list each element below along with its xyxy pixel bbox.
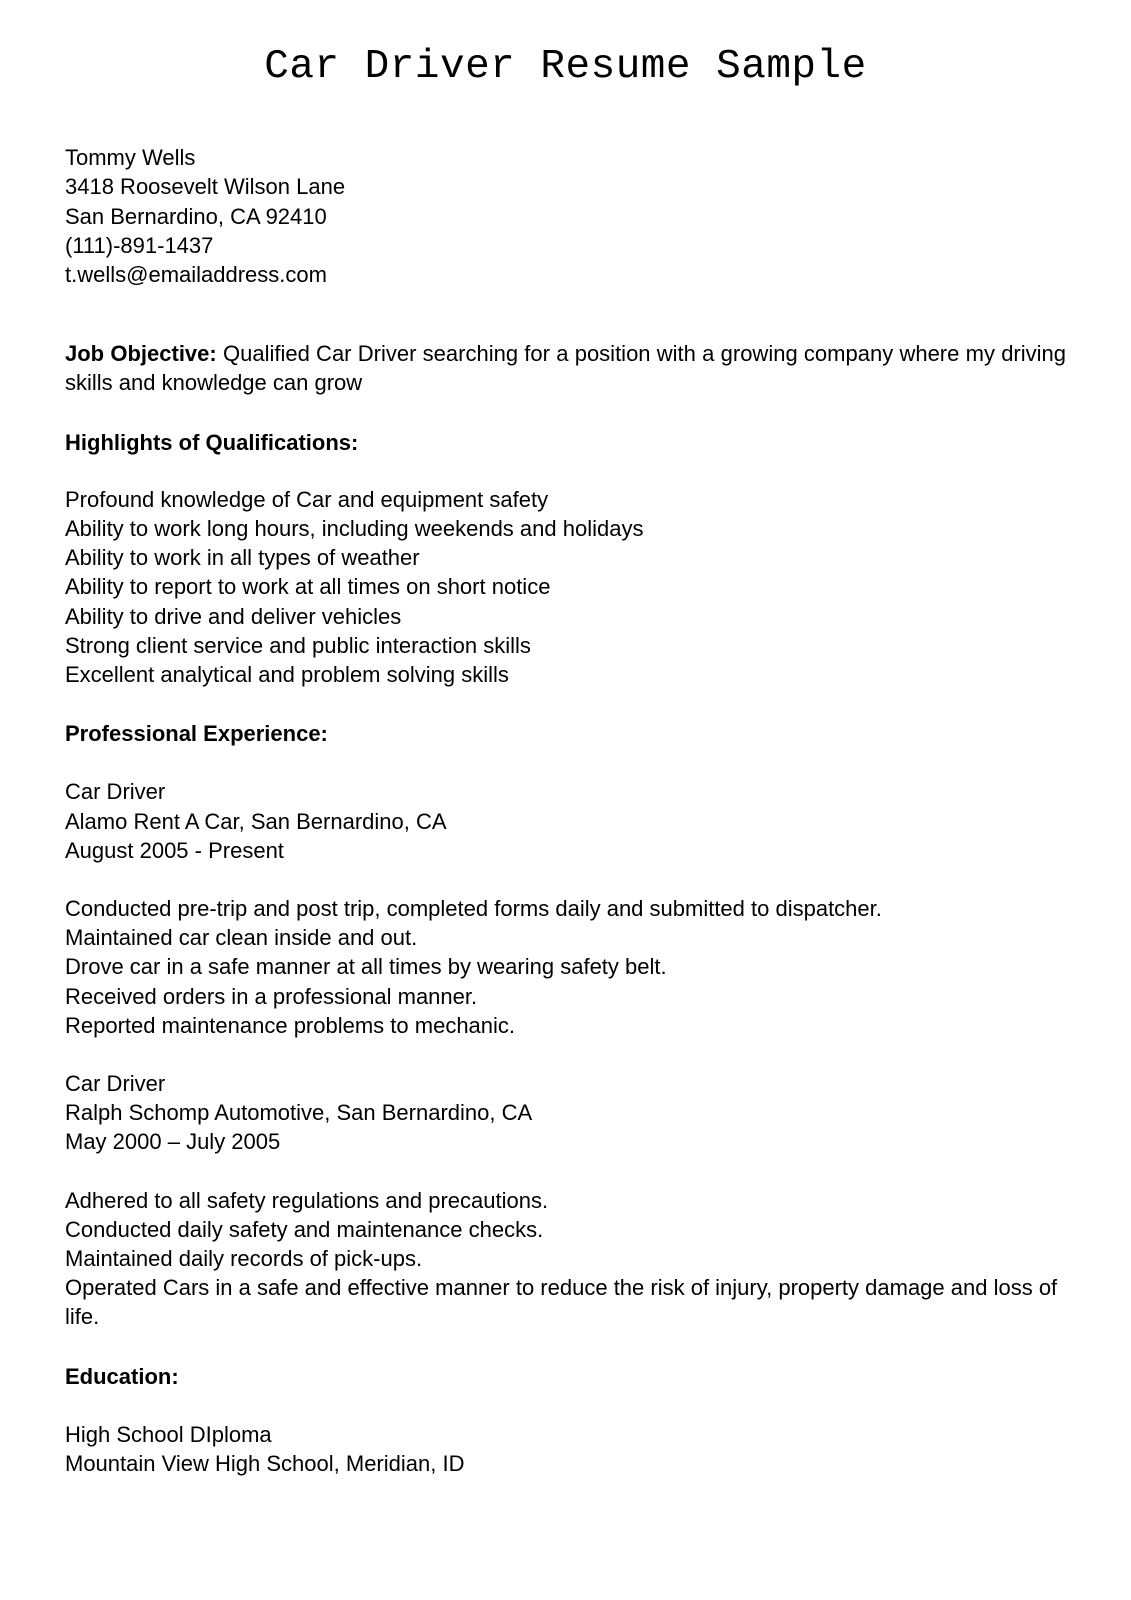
list-item: Adhered to all safety regulations and precautions. (65, 1187, 549, 1213)
contact-email: t.wells@emailaddress.com (65, 261, 327, 287)
list-item: Conducted daily safety and maintenance checks. (65, 1216, 544, 1242)
job-dates: August 2005 - Present (65, 837, 284, 863)
job-objective-text: Qualified Car Driver searching for a position with a growing company where my driving skills and knowledge can grow (65, 341, 1066, 396)
job-title: Car Driver (65, 779, 166, 805)
list-item: Maintained car clean inside and out. (65, 925, 418, 951)
education-entry (65, 1420, 1066, 1478)
spacer-after-title (65, 91, 1066, 143)
list-item: Received orders in a professional manner. (65, 983, 478, 1009)
list-item: Ability to report to work at all times on short notice (65, 574, 551, 600)
spacer-before-experience-heading (65, 689, 1066, 719)
highlights-list (65, 485, 1066, 689)
job-title: Car Driver (65, 1071, 166, 1097)
highlights-heading: Highlights of Qualifications: (65, 429, 359, 455)
job-duties-list (65, 1186, 1066, 1332)
education-heading: Education: (65, 1363, 179, 1389)
list-item: Profound knowledge of Car and equipment safety (65, 486, 549, 512)
spacer-before-duties-1 (65, 865, 1066, 894)
spacer-before-job-2 (65, 1040, 1066, 1069)
job-objective-paragraph (65, 339, 1066, 397)
spacer-before-education-heading (65, 1332, 1066, 1362)
list-item: Strong client service and public interaction skills (65, 632, 531, 658)
list-item: Ability to work long hours, including weekends and holidays (65, 515, 644, 541)
page-title: Car Driver Resume Sample (264, 44, 867, 90)
experience-heading: Professional Experience: (65, 721, 328, 747)
contact-block (65, 143, 1066, 289)
list-item: Ability to drive and deliver vehicles (65, 603, 402, 629)
contact-name: Tommy Wells (65, 145, 196, 171)
spacer-before-duties-2 (65, 1157, 1066, 1186)
job-employer: Alamo Rent A Car, San Bernardino, CA (65, 808, 447, 834)
list-item: Operated Cars in a safe and effective manner to reduce the risk of injury, property damage and loss of life. (65, 1275, 1058, 1330)
job-objective-label: Job Objective: (65, 341, 217, 367)
spacer-before-education-body (65, 1391, 1066, 1420)
list-item: Conducted pre-trip and post trip, completed forms daily and submitted to dispatcher. (65, 896, 882, 921)
spacer-before-job-1 (65, 748, 1066, 777)
job-duties-list (65, 894, 1066, 1040)
list-item: Maintained daily records of pick-ups. (65, 1246, 423, 1272)
list-item: Reported maintenance problems to mechanic. (65, 1012, 516, 1038)
list-item: Ability to work in all types of weather (65, 545, 420, 571)
spacer-before-objective (65, 289, 1066, 339)
job-dates: May 2000 – July 2005 (65, 1129, 281, 1155)
education-degree: High School DIploma (65, 1421, 272, 1447)
spacer-before-highlights-heading (65, 398, 1066, 428)
contact-city-state-zip: San Bernardino, CA 92410 (65, 203, 327, 229)
job-entry (65, 1069, 1066, 1157)
list-item: Drove car in a safe manner at all times by wearing safety belt. (65, 954, 667, 980)
job-employer: Ralph Schomp Automotive, San Bernardino, CA (65, 1100, 533, 1126)
spacer-before-highlights-list (65, 457, 1066, 485)
job-entry (65, 777, 1066, 865)
list-item: Excellent analytical and problem solving skills (65, 661, 509, 687)
contact-street: 3418 Roosevelt Wilson Lane (65, 174, 346, 200)
education-school: Mountain View High School, Meridian, ID (65, 1451, 465, 1477)
contact-phone: (111)-891-1437 (65, 232, 214, 258)
